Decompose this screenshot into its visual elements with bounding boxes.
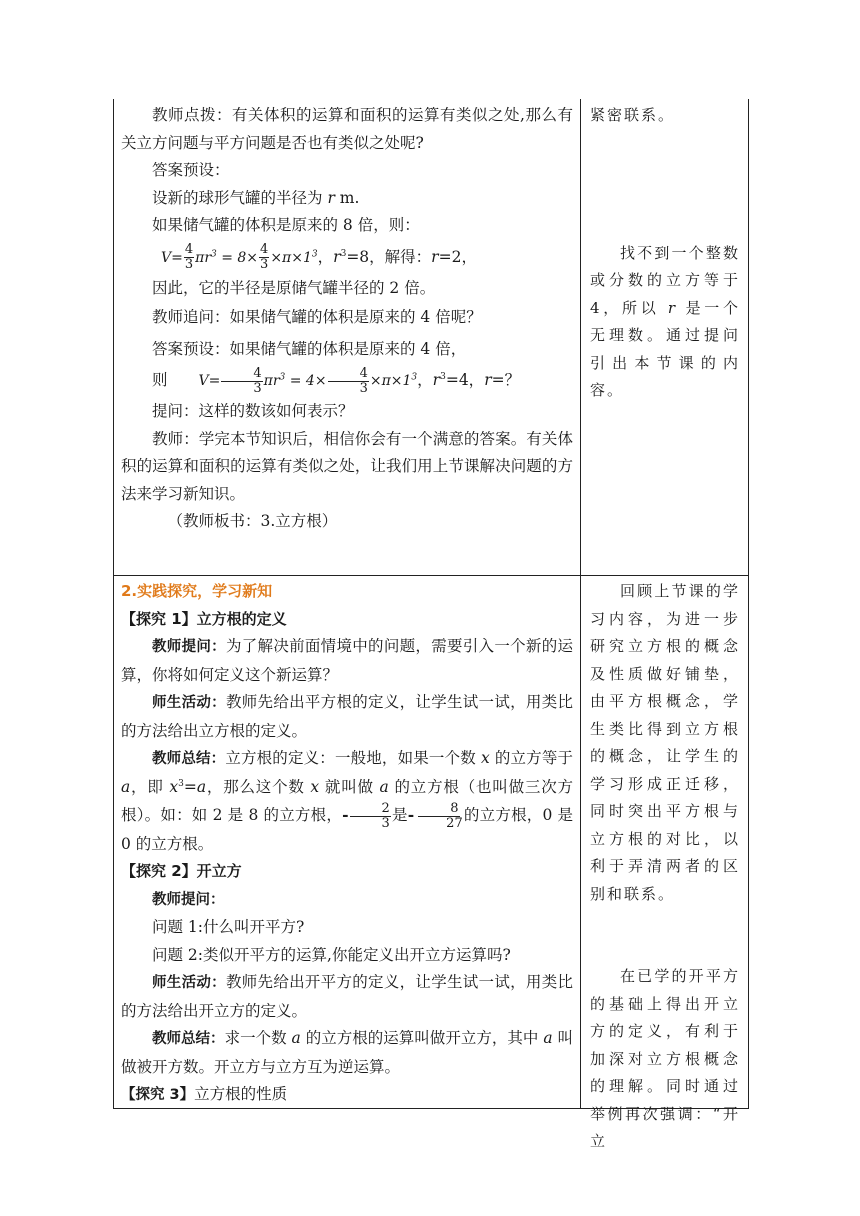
- formula-line-2: 则 V= $\frac{4}{3}$ $\pi r^3 = 4\times$ $\frac{4}{3}$ $\times\pi\times 1^3$，$r^3=4$，r=？: [121, 363, 573, 398]
- conclusion-radius: 因此，它的半径是原储气罐半径的 2 倍。: [152, 278, 436, 297]
- radius-assumption: 设新的球形气罐的半径为 r m.: [152, 188, 360, 207]
- explore2-title: 【探究 2】开立方: [121, 862, 242, 880]
- side-note-review: 回顾上节课的学习内容，为进一步研究立方根的概念及性质做好铺垫，由平方根概念，学生类比得到立方根的概念，让学生的学习形成正迁移，同时突出平方根与立方根的对比，以利于弄清两者的区别和联系。: [590, 582, 740, 903]
- row2-main-cell: [121, 578, 573, 1110]
- table-border-left: [113, 99, 114, 1109]
- formula-line-1: V= $\frac{4}{3}$ $\pi r^3 = 8\times$ $\frac{4}{3}$ $\times\pi\times 1^3$，$r^3=8$，解得：r=2，: [121, 240, 573, 275]
- side-note-root-operation: 在已学的开平方的基础上得出开立方的定义，有利于加深对立方根概念的理解。同时通过举例再次强调：“开立: [590, 967, 740, 1150]
- table-border-right: [748, 99, 749, 1109]
- explore2-activity: 师生活动：教师先给出开平方的定义，让学生试一试，用类比的方法给出开立方的定义。: [121, 973, 573, 1020]
- explore3-heading: 【探究 3】立方根的性质: [121, 1085, 288, 1103]
- explore1-question: 教师提问：为了解决前面情境中的问题，需要引入一个新的运算，你将如何定义这个新运算？: [121, 637, 573, 684]
- blackboard-note: （教师板书：3.立方根）: [167, 512, 338, 530]
- row-divider: [113, 575, 749, 576]
- explore2-question-1: 问题 1:什么叫开平方?: [152, 918, 305, 936]
- explore1-activity: 师生活动：教师先给出平方根的定义，让学生试一试，用类比的方法给出立方根的定义。: [121, 693, 573, 740]
- answer-preset-label: 答案预设：: [152, 161, 230, 179]
- explore2-question-label: 教师提问：: [152, 891, 225, 908]
- fraction-neg-eight-27: $\frac{8}{27}$: [415, 802, 463, 831]
- section-title: 2.实践探究，学习新知: [121, 582, 273, 600]
- lesson-table: [113, 99, 749, 1150]
- explore2-question-2: 问题 2:类似开平方的运算,你能定义出开立方运算吗?: [152, 945, 511, 964]
- explore1-title: 【探究 1】立方根的定义: [121, 609, 287, 628]
- teacher-remark: 教师：学完本节知识后，相信你会有一个满意的答案。有关体积的运算和面积的运算有类似之处，让我们用上节课解决问题的方法来学习新知识。: [121, 429, 573, 503]
- volume-formula-4: V= $\frac{4}{3}$ $\pi r^3 = 4\times$ $\frac{4}{3}$ $\times\pi\times 1^3$: [198, 365, 418, 396]
- explore1-summary: 教师总结：立方根的定义：一般地，如果一个数 x 的立方等于 a，即 $x^3=a$，那么这个数 x 就叫做 a 的立方根（也叫做三次方根）。如：如 2 是 8 的立方根，- $\frac{2}{3}$ 是- $\frac{8}{27}$ 的立方根，0 是 0 的立方根。: [121, 749, 573, 853]
- column-divider: [580, 99, 581, 1109]
- teacher-hint: 教师点拨：有关体积的运算和面积的运算有类似之处,那么有关立方问题与平方问题是否也有类似之处呢?: [121, 106, 573, 152]
- volume-formula-8: V= $\frac{4}{3}$ $\pi r^3 = 8\times$ $\frac{4}{3}$ $\times\pi\times 1^3$: [161, 242, 318, 272]
- side-note-top: 紧密联系。: [590, 106, 676, 124]
- side-note-mid: 找不到一个整数或分数的立方等于 4，所以 r 是一个无理数。通过提问引出本节课的内容。: [590, 243, 740, 399]
- row1-side-cell: [590, 102, 740, 405]
- explore2-summary: 教师总结：求一个数 a 的立方根的运算叫做开立方，其中 a 叫做被开方数。开立方与立方互为逆运算。: [121, 1029, 574, 1076]
- row1-main-cell: [121, 102, 573, 536]
- question-representation: 提问：这样的数该如何表示？: [152, 402, 354, 420]
- answer-preset-4: 答案预设：如果储气罐的体积是原来的 4 倍，: [152, 339, 467, 358]
- teacher-follow-up: 教师追问：如果储气罐的体积是原来的 4 倍呢？: [152, 308, 482, 326]
- row2-side-cell: [590, 578, 740, 1156]
- fraction-neg-two-thirds: $\frac{2}{3}$: [350, 802, 391, 831]
- volume-condition: 如果储气罐的体积是原来的 8 倍，则：: [152, 216, 420, 234]
